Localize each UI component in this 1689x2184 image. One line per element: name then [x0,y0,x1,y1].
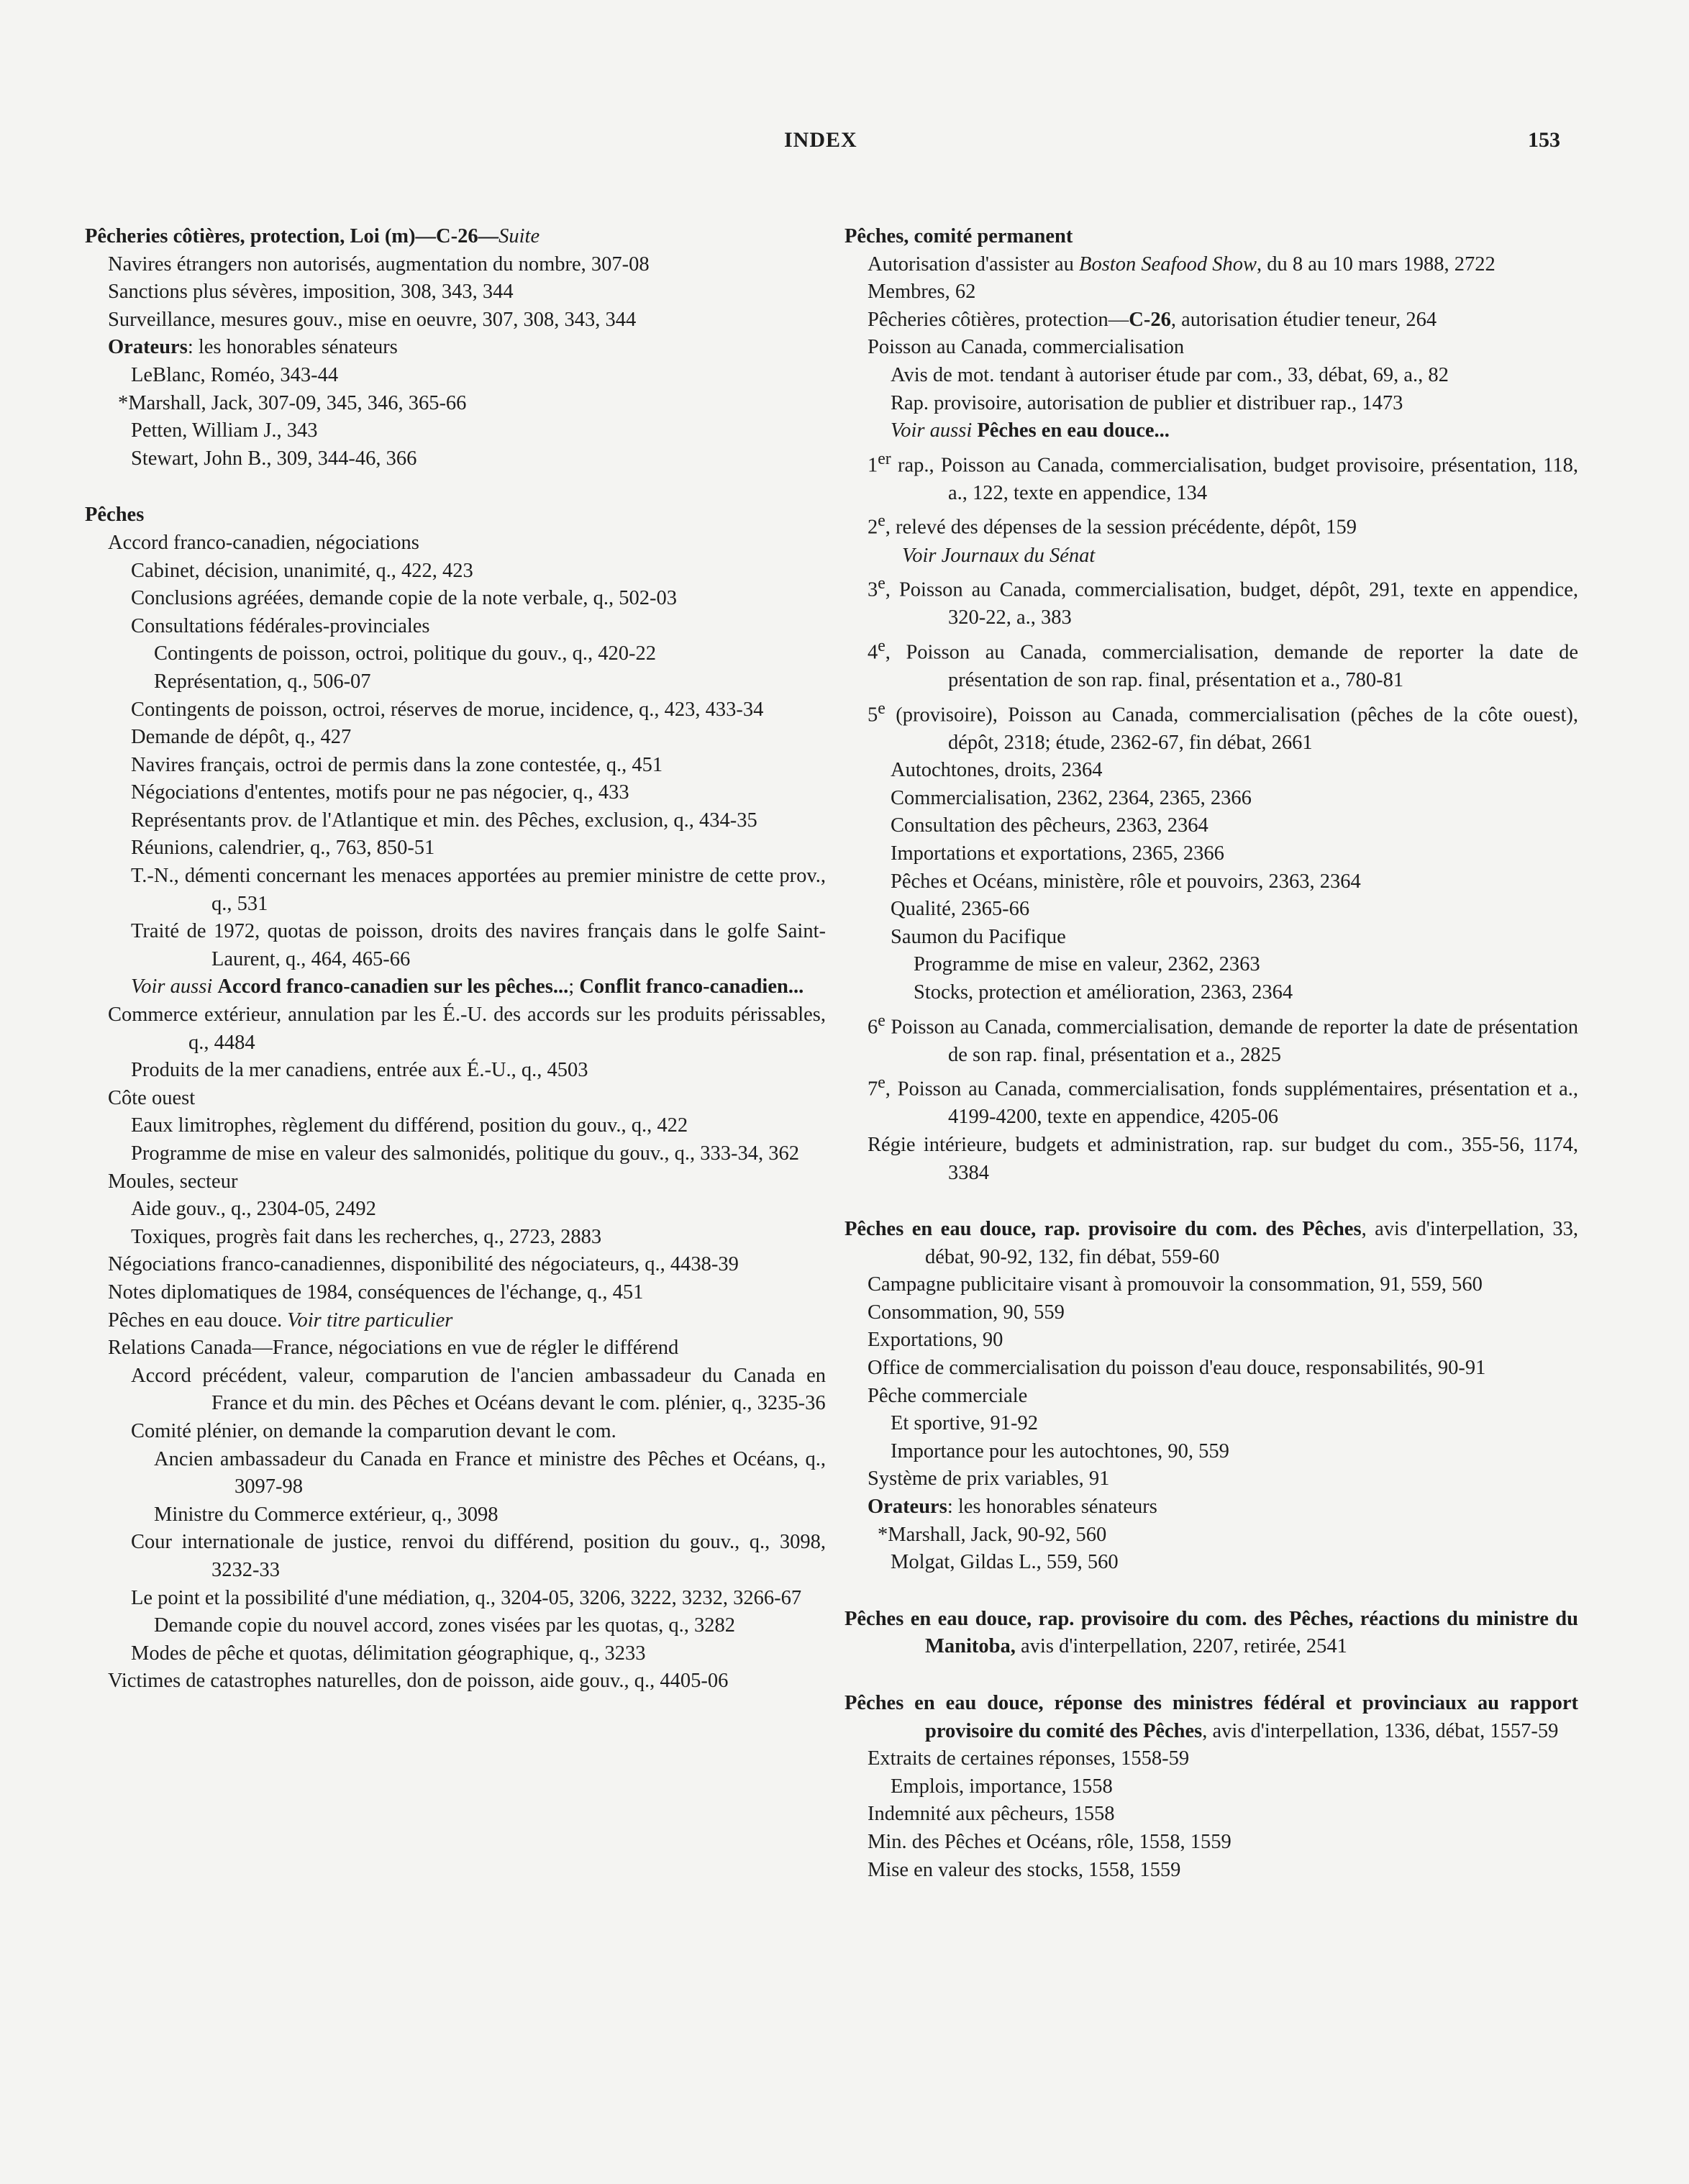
index-entry [85,696,826,724]
entry-text: e [878,1011,886,1030]
index-entry [844,695,1578,757]
entry-text: Consultations fédérales-provinciales [131,614,430,637]
index-entry [85,1529,826,1584]
entry-text: Accord franco-canadien sur les pêches... [217,975,569,998]
index-entry [85,417,826,445]
index-entry [844,1801,1578,1829]
entry-text: Régie intérieure, budgets et administration, rap. sur budget du com., 355-56, 1174, 3384 [868,1133,1578,1184]
entry-text: e [878,511,886,531]
entry-spacer [85,473,826,501]
entry-text: Commercialisation, 2362, 2364, 2365, 2366 [891,786,1252,809]
index-entry [85,1168,826,1196]
index-entry [85,529,826,558]
entry-text: e [878,1073,886,1093]
index-entry [85,1140,826,1168]
index-entry [844,1383,1578,1411]
index-entry [85,585,826,613]
entry-text: Pêches en eau douce, rap. provisoire du com. des Pêches [844,1218,1362,1241]
entry-text: Consommation, 90, 559 [868,1301,1065,1324]
entry-text: er [878,449,891,468]
entry-spacer [844,1187,1578,1216]
index-entry [844,1007,1578,1070]
index-entry [85,752,826,780]
index-entry [85,1196,826,1224]
entry-text: Indemnité aux pêcheurs, 1558 [868,1803,1115,1826]
index-entry [844,785,1578,813]
entry-text: Importance pour les autochtones, 90, 559 [891,1439,1229,1462]
entry-text: Représentants prov. de l'Atlantique et min. des Pêches, exclusion, q., 434-35 [131,809,757,832]
index-entry [844,1069,1578,1132]
index-entry [844,1829,1578,1857]
entry-text: Accord précédent, valeur, comparution de l'ancien ambassadeur du Canada en France et du min. des Pêches et Océans devant le com. plénier, q., 3235-36 [131,1364,826,1415]
entry-text: Suite [498,225,540,247]
index-entry [85,1279,826,1307]
entry-text: Pêches en eau douce, réponse des ministres fédéral et provinciaux au rapport provisoire du comité des Pêches [844,1692,1578,1742]
entry-text: Et sportive, 91-92 [891,1412,1039,1435]
index-heading [844,1690,1578,1745]
index-entry [844,1299,1578,1327]
entry-text: Voir titre particulier [287,1309,453,1332]
index-entry [844,1745,1578,1773]
entry-text: 4 [868,641,878,664]
entry-text: Petten, William J., 343 [131,419,318,442]
index-entry [85,1334,826,1362]
entry-text: 7 [868,1078,878,1101]
entry-text: Pêcheries côtières, protection, Loi (m)—C-26— [85,225,499,247]
entry-text: , avis d'interpellation, 1336, débat, 1557-59 [1202,1719,1559,1742]
index-heading [844,1606,1578,1661]
entry-text: 1 [868,454,878,477]
entry-text: Négociations franco-canadiennes, disponibilité des négociateurs, q., 4438-39 [108,1253,739,1276]
entry-text: Contingents de poisson, octroi, politique du gouv., q., 420-22 [154,642,656,665]
entry-text: Voir Journaux du Sénat [902,544,1096,567]
index-entry [844,1410,1578,1438]
entry-text: 3 [868,578,878,601]
index-entry [844,757,1578,785]
entry-text: Voir aussi [891,419,973,442]
index-entry [85,918,826,973]
index-entry [85,1224,826,1252]
page-header [0,128,1689,164]
index-entry [85,973,826,1001]
index-heading [85,223,826,251]
entry-text: Rap. provisoire, autorisation de publier et distribuer rap., 1473 [891,391,1403,414]
entry-text: Consultation des pêcheurs, 2363, 2364 [891,814,1208,837]
index-entry [85,1001,826,1057]
index-entry [85,334,826,362]
entry-text: Programme de mise en valeur des salmonidés, politique du gouv., q., 333-34, 362 [131,1142,799,1165]
index-entry [844,1521,1578,1550]
page-number: 153 [1528,128,1560,152]
index-entry [85,1501,826,1529]
entry-text: Saumon du Pacifique [891,925,1066,948]
entry-text: Notes diplomatiques de 1984, conséquences de l'échange, q., 451 [108,1280,644,1303]
entry-text: Victimes de catastrophes naturelles, don de poisson, aide gouv., q., 4405-06 [108,1670,729,1693]
entry-text: e [878,574,886,593]
entry-spacer [844,1661,1578,1690]
index-entry [844,278,1578,306]
index-entry [85,668,826,696]
entry-text: Pêches [85,504,145,527]
index-entry [844,417,1578,445]
index-entry [85,1667,826,1696]
entry-text: , Poisson au Canada, commercialisation, fonds supplémentaires, présentation et a., 4199-4200, texte en appendice, 4205-06 [885,1078,1578,1129]
entry-text: Orateurs [108,336,188,359]
entry-text: Pêche commerciale [868,1384,1028,1407]
index-entry [844,362,1578,390]
entry-spacer [844,1577,1578,1606]
entry-text: Poisson au Canada, commercialisation, demande de reporter la date de présentation de son rap. final, présentation et a., 2825 [885,1016,1578,1066]
entry-text: Poisson au Canada, commercialisation [868,336,1185,359]
entry-text: Moules, secteur [108,1170,238,1193]
entry-text: Accord franco-canadien, négociations [108,531,419,554]
entry-text: Le point et la possibilité d'une médiation, q., 3204-05, 3206, 3222, 3232, 3266-67 [131,1586,802,1609]
index-column-left [85,223,826,1696]
entry-text: T.-N., démenti concernant les menaces apportées au premier ministre de cette prov., q., 531 [131,865,826,915]
index-entry [85,1307,826,1335]
index-entry [844,1493,1578,1521]
index-entry [844,1132,1578,1187]
entry-text: Surveillance, mesures gouv., mise en oeuvre, 307, 308, 343, 344 [108,308,637,331]
index-entry [85,278,826,306]
index-entry [844,979,1578,1007]
entry-text: *Marshall, Jack, 307-09, 345, 346, 365-66 [118,391,467,414]
entry-text: 2 [868,516,878,539]
index-entry [85,445,826,473]
index-entry [844,306,1578,335]
entry-text: *Marshall, Jack, 90-92, 560 [878,1523,1107,1546]
entry-text: Navires étrangers non autorisés, augmentation du nombre, 307-08 [108,252,650,276]
index-entry [844,951,1578,979]
index-entry [85,251,826,279]
entry-text: Pêches en eau douce, rap. provisoire du com. des Pêches, réactions du ministre du Manitoba, [844,1607,1578,1658]
entry-text: rap., Poisson au Canada, commercialisation, budget provisoire, présentation, 118, a., 122, texte en appendice, 134 [891,454,1578,504]
entry-text: Stewart, John B., 309, 344-46, 366 [131,447,417,470]
index-entry [85,390,826,418]
entry-text: , Poisson au Canada, commercialisation, demande de reporter la date de présentation de son rap. final, présentation et a., 780-81 [885,641,1578,691]
entry-text: Navires français, octroi de permis dans la zone contestée, q., 451 [131,753,663,776]
index-heading [844,1216,1578,1271]
entry-text: Sanctions plus sévères, imposition, 308, 343, 344 [108,281,514,304]
entry-text: Demande copie du nouvel accord, zones visées par les quotas, q., 3282 [154,1614,736,1637]
index-entry [85,1085,826,1113]
index-entry [844,390,1578,418]
index-entry [844,1465,1578,1493]
entry-text: Conflit franco-canadien... [579,975,804,998]
entry-text: Ancien ambassadeur du Canada en France et ministre des Pêches et Océans, q., 3097-98 [154,1447,826,1498]
entry-text: Relations Canada—France, négociations en vue de régler le différend [108,1337,679,1360]
entry-text: Modes de pêche et quotas, délimitation géographique, q., 3233 [131,1642,646,1665]
entry-text: Min. des Pêches et Océans, rôle, 1558, 1559 [868,1830,1232,1853]
entry-text: Voir aussi [131,975,213,998]
index-entry [844,896,1578,924]
index-entry [85,1251,826,1279]
index-entry [85,640,826,668]
running-title: INDEX [784,128,857,152]
entry-text: Toxiques, progrès fait dans les recherches, q., 2723, 2883 [131,1225,602,1248]
index-entry [844,1355,1578,1383]
index-entry [844,570,1578,632]
entry-text: 6 [868,1016,878,1039]
index-entry [844,1438,1578,1466]
index-entry [85,306,826,335]
index-entry [85,1585,826,1613]
entry-text: Orateurs [868,1496,947,1519]
entry-text: (provisoire), Poisson au Canada, commercialisation (pêches de la côte ouest), dépôt, 2318; étude, 2362-67, fin débat, 2661 [885,704,1578,754]
index-entry [85,362,826,390]
entry-text: LeBlanc, Roméo, 343-44 [131,363,339,386]
entry-text: Traité de 1972, quotas de poisson, droits des navires français dans le golfe Saint-Laurent, q., 464, 465-66 [131,920,826,970]
entry-text: Exportations, 90 [868,1329,1003,1352]
index-entry [85,1112,826,1140]
index-entry [85,1362,826,1418]
entry-text: Campagne publicitaire visant à promouvoir la consommation, 91, 559, 560 [868,1273,1483,1296]
index-entry [844,840,1578,868]
entry-text: Pêches et Océans, ministère, rôle et pouvoirs, 2363, 2364 [891,870,1361,893]
entry-text: Importations et exportations, 2365, 2366 [891,842,1224,865]
index-entry [85,1057,826,1085]
index-entry [844,1271,1578,1299]
index-column-right [844,223,1578,1884]
entry-text: Eaux limitrophes, règlement du différend, position du gouv., q., 422 [131,1114,688,1137]
index-entry [844,507,1578,542]
index-heading [85,501,826,529]
entry-text: Cabinet, décision, unanimité, q., 422, 423 [131,559,473,582]
index-entry [844,1857,1578,1885]
entry-text: Conclusions agréées, demande copie de la note verbale, q., 502-03 [131,587,677,610]
index-entry [85,834,826,863]
index-entry [844,542,1578,570]
entry-text: , du 8 au 10 mars 1988, 2722 [1257,252,1495,276]
index-entry [844,251,1578,279]
entry-text: : les honorables sénateurs [947,1496,1157,1519]
entry-text: Réunions, calendrier, q., 763, 850-51 [131,837,435,860]
entry-text: C-26 [1129,308,1171,331]
entry-text: , avis d'interpellation, 33, débat, 90-92, 132, fin débat, 559-60 [925,1218,1578,1268]
entry-text: Demande de dépôt, q., 427 [131,726,352,749]
entry-text: Autochtones, droits, 2364 [891,759,1103,782]
entry-text: Cour internationale de justice, renvoi du différend, position du gouv., q., 3098, 3232-33 [131,1531,826,1581]
entry-text: : les honorables sénateurs [187,336,398,359]
index-entry [844,868,1578,896]
entry-text: Programme de mise en valeur, 2362, 2363 [914,953,1260,976]
entry-text: Office de commercialisation du poisson d'eau douce, responsabilités, 90-91 [868,1357,1486,1380]
entry-text: Mise en valeur des stocks, 1558, 1559 [868,1858,1181,1881]
entry-text: Contingents de poisson, octroi, réserves de morue, incidence, q., 423, 433-34 [131,698,764,721]
entry-text: Pêches en eau douce... [977,419,1170,442]
entry-text: Membres, 62 [868,281,976,304]
entry-text: Commerce extérieur, annulation par les É.-U. des accords sur les produits périssables, q., 4484 [108,1004,826,1054]
entry-text: Qualité, 2365-66 [891,898,1030,921]
entry-text: e [878,636,886,655]
entry-text: Pêcheries côtières, protection— [868,308,1129,331]
index-entry [844,1549,1578,1577]
entry-text: Représentation, q., 506-07 [154,670,371,693]
entry-text: Stocks, protection et amélioration, 2363, 2364 [914,980,1293,1004]
index-entry [85,863,826,918]
index-heading [844,223,1578,251]
index-entry [844,1773,1578,1801]
entry-text: Avis de mot. tendant à autoriser étude par com., 33, débat, 69, a., 82 [891,363,1449,386]
entry-text: Pêches, comité permanent [844,225,1073,247]
entry-text: , relevé des dépenses de la session précédente, dépôt, 159 [885,516,1357,539]
index-entry [85,613,826,641]
index-entry [844,334,1578,362]
entry-text: Emplois, importance, 1558 [891,1775,1113,1798]
index-entry [85,807,826,835]
entry-text: Pêches en eau douce. [108,1309,288,1332]
entry-text: Produits de la mer canadiens, entrée aux É.-U., q., 4503 [131,1059,588,1082]
entry-text: Aide gouv., q., 2304-05, 2492 [131,1198,376,1221]
entry-text: Molgat, Gildas L., 559, 560 [891,1551,1119,1574]
entry-text: Système de prix variables, 91 [868,1468,1110,1491]
index-entry [844,1327,1578,1355]
entry-text: Comité plénier, on demande la comparution devant le com. [131,1419,616,1442]
entry-text: Autorisation d'assister au [868,252,1080,276]
index-entry [844,924,1578,952]
entry-text: Boston Seafood Show [1079,252,1257,276]
index-entry [844,445,1578,508]
entry-text: , Poisson au Canada, commercialisation, budget, dépôt, 291, texte en appendice, 320-22, a., 383 [885,578,1578,629]
entry-text: e [878,699,886,718]
index-entry [85,1640,826,1668]
index-entry [85,779,826,807]
entry-text: 5 [868,704,878,726]
entry-text: , autorisation étudier teneur, 264 [1170,308,1437,331]
index-entry [844,632,1578,695]
entry-text: Négociations d'ententes, motifs pour ne pas négocier, q., 433 [131,781,629,804]
entry-text: ; [568,975,580,998]
index-entry [85,1612,826,1640]
entry-text: Côte ouest [108,1086,196,1109]
index-entry [844,812,1578,840]
index-entry [85,558,826,586]
index-entry [85,724,826,752]
entry-text: avis d'interpellation, 2207, retirée, 2541 [1015,1635,1347,1658]
index-entry [85,1446,826,1501]
entry-text: Ministre du Commerce extérieur, q., 3098 [154,1503,498,1526]
entry-text: Extraits de certaines réponses, 1558-59 [868,1747,1190,1770]
index-entry [85,1418,826,1446]
